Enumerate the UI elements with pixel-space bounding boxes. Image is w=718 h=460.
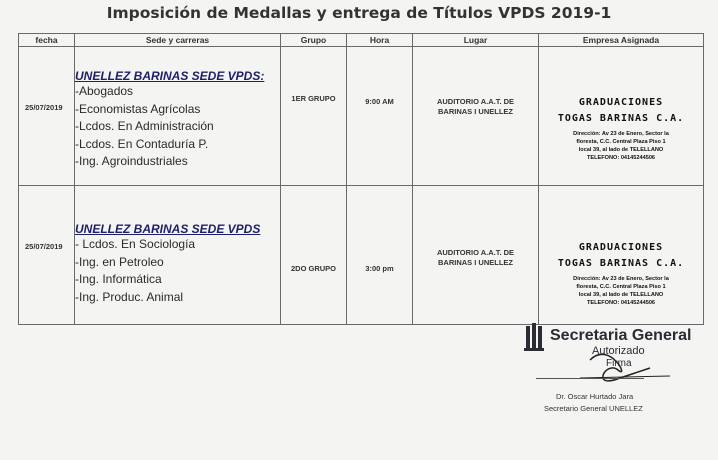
date-value: 25/07/2019 (25, 242, 63, 251)
header-empresa: Empresa Asignada (539, 34, 704, 47)
company-name: GRADUACIONES (578, 97, 664, 108)
stamp-logo-bar (526, 326, 530, 348)
company-block (539, 240, 703, 307)
company-name: TOGAS BARINAS C.A. (557, 258, 685, 269)
career-item: -Ing. Produc. Animal (75, 289, 184, 304)
header-fecha: fecha (19, 34, 75, 47)
header-sede: Sede y carreras (75, 34, 281, 47)
stamp-signature-label: Firma (606, 358, 632, 369)
career-item: -Ing. Agroindustriales (75, 154, 188, 168)
fecha-cell (19, 186, 75, 325)
career-item: -Economistas Agrícolas (75, 101, 201, 116)
company-address: Dirección: Av 23 de Enero, Sector la floresta, C.C. Central Plaza Piso 1 local 39, al lado de TELELLANO TELEFONO: 04145244506 (573, 276, 669, 306)
sede-cell (75, 186, 281, 325)
career-item: -Abogados (75, 84, 134, 98)
grupo-cell (281, 47, 347, 186)
signature-line (536, 378, 644, 379)
signer-name: Dr. Oscar Hurtado Jara (556, 392, 634, 401)
header-grupo: Grupo (281, 34, 347, 47)
company-block (539, 95, 703, 162)
company-address: Dirección: Av 23 de Enero, Sector la floresta, C.C. Central Plaza Piso 1 local 39, al lado de TELELLANO TELEFONO: 04145244506 (573, 131, 669, 161)
lugar-cell (413, 186, 539, 325)
empresa-cell (539, 186, 704, 325)
sede-cell (75, 47, 281, 186)
time-value: 3:00 pm (365, 264, 394, 273)
company-name: GRADUACIONES (578, 242, 664, 253)
group-value: 2DO GRUPO (290, 264, 336, 273)
sede-title: UNELLEZ BARINAS SEDE VPDS: (75, 69, 265, 83)
company-name: TOGAS BARINAS C.A. (557, 113, 685, 124)
header-hora: Hora (347, 34, 413, 47)
time-value: 9:00 AM (365, 97, 394, 106)
career-item: -Lcdos. En Contaduría P. (75, 136, 209, 151)
career-item: -Ing. en Petroleo (75, 254, 164, 269)
stamp-logo-bar (532, 323, 536, 349)
date-value: 25/07/2019 (25, 103, 63, 112)
authorization-stamp (520, 320, 710, 390)
empresa-cell (539, 47, 704, 186)
stamp-logo-base (524, 348, 544, 351)
signer-role: Secretario General UNELLEZ (544, 404, 643, 413)
stamp-logo-bar (538, 326, 542, 348)
table-row (19, 47, 704, 186)
career-item: - Lcdos. En Sociología (75, 237, 196, 251)
career-item: -Lcdos. En Administración (75, 119, 214, 133)
document-title: Imposición de Medallas y entrega de Títulos VPDS 2019-1 (106, 4, 612, 22)
grupo-cell (281, 186, 347, 325)
hora-cell (347, 47, 413, 186)
hora-cell (347, 186, 413, 325)
stamp-title: Secretaria General (550, 327, 692, 344)
header-row (19, 34, 704, 47)
group-value: 1ER GRUPO (291, 94, 336, 103)
career-item: -Ing. Informática (75, 272, 162, 286)
place-value: AUDITORIO A.A.T. DE BARINAS I UNELLEZ (436, 97, 515, 116)
fecha-cell (19, 47, 75, 186)
header-lugar: Lugar (413, 34, 539, 47)
place-value: AUDITORIO A.A.T. DE BARINAS I UNELLEZ (436, 248, 515, 267)
sede-title: UNELLEZ BARINAS SEDE VPDS (75, 222, 261, 236)
table-row (19, 186, 704, 325)
stamp-authorized: Autorizado (592, 345, 645, 357)
lugar-cell (413, 47, 539, 186)
schedule-table (18, 33, 704, 325)
